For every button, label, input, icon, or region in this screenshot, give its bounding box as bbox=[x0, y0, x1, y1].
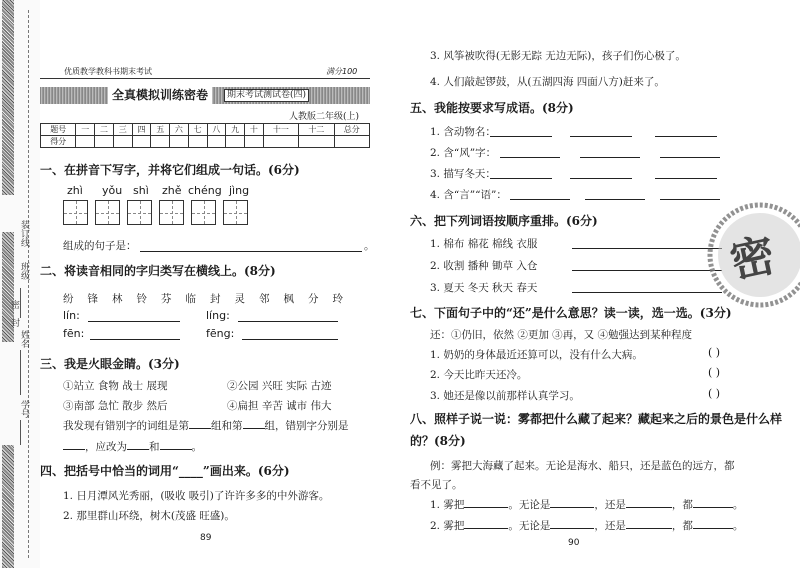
q4-item-4: 4. 人们敲起锣鼓，从(五湖四海 四面八方)赶来了。 bbox=[430, 76, 665, 88]
exam-subtitle: 期末考试测试卷(四) bbox=[224, 89, 309, 102]
q5-blank[interactable] bbox=[510, 199, 570, 200]
q7-answer-paren[interactable]: ( ) bbox=[708, 387, 721, 400]
q8-text: 。 bbox=[732, 499, 744, 511]
score-input[interactable] bbox=[132, 136, 151, 148]
q2-char: 芬 bbox=[161, 293, 172, 305]
binding-texture-bottom bbox=[2, 445, 14, 568]
q2-char: 林 bbox=[112, 293, 123, 305]
q8-blank[interactable] bbox=[626, 528, 672, 529]
score-cell: 十一 bbox=[263, 124, 298, 136]
score-cell: 六 bbox=[170, 124, 189, 136]
score-cell: 二 bbox=[95, 124, 114, 136]
q8-text: 。无论是 bbox=[508, 499, 551, 511]
score-cell: 十二 bbox=[299, 124, 334, 136]
score-cell: 三 bbox=[113, 124, 132, 136]
score-table bbox=[40, 123, 370, 148]
q2-chars bbox=[63, 291, 343, 306]
q8-text: 1. 雾把 bbox=[430, 499, 465, 511]
page-number-right: 90 bbox=[568, 538, 580, 548]
q8-text: 。无论是 bbox=[508, 520, 551, 532]
q8-blank[interactable] bbox=[693, 507, 733, 508]
q5-blank[interactable] bbox=[490, 136, 552, 137]
q8-item-1 bbox=[430, 497, 743, 512]
score-input[interactable] bbox=[151, 136, 170, 148]
q2-char: 临 bbox=[185, 293, 196, 305]
q2-answer-line[interactable] bbox=[90, 339, 180, 340]
q5-item-1: 1. 含动物名： bbox=[430, 126, 496, 138]
q8-blank[interactable] bbox=[693, 528, 733, 529]
q4-heading-b: 画出来。(6分) bbox=[209, 464, 290, 478]
q2-answer-line[interactable] bbox=[88, 321, 180, 322]
q8-blank[interactable] bbox=[464, 528, 508, 529]
header-rule bbox=[40, 78, 370, 79]
q2-char: 枫 bbox=[283, 293, 294, 305]
score-input[interactable] bbox=[299, 136, 334, 148]
q3-group-3: ③南部 急忙 散步 然后 bbox=[63, 400, 168, 412]
q7-item-1: 1. 奶奶的身体最近还算可以，没有什么大病。 bbox=[430, 349, 643, 361]
score-cell: 题号 bbox=[41, 124, 76, 136]
q2-label-lin: lín: bbox=[63, 309, 80, 322]
q3-text: 我发现有错别字的词组是第 bbox=[63, 420, 189, 432]
q5-heading: 五、我能按要求写成语。(8分) bbox=[410, 101, 574, 115]
writing-grid-cell[interactable] bbox=[191, 200, 216, 225]
q3-blank[interactable] bbox=[160, 449, 192, 450]
q3-blank[interactable] bbox=[243, 428, 265, 429]
score-cell: 四 bbox=[132, 124, 151, 136]
q1-pinyin-5: chéng bbox=[188, 184, 222, 197]
score-input[interactable] bbox=[170, 136, 189, 148]
id-write-line bbox=[20, 420, 21, 445]
binding-label-seal1: 密 bbox=[9, 300, 19, 309]
q7-answer-paren[interactable]: ( ) bbox=[708, 366, 721, 379]
q2-char: 锋 bbox=[87, 293, 98, 305]
q5-blank[interactable] bbox=[660, 157, 720, 158]
score-input[interactable] bbox=[76, 136, 95, 148]
q6-item-3: 3. 夏天 冬天 秋天 春天 bbox=[430, 282, 538, 294]
q3-text: 和 bbox=[149, 441, 160, 453]
q3-group-1: ①站立 食物 战士 展现 bbox=[63, 380, 168, 392]
name-write-line bbox=[20, 350, 21, 395]
q3-text: ，应改为 bbox=[85, 441, 127, 453]
score-input[interactable] bbox=[207, 136, 226, 148]
q5-blank[interactable] bbox=[655, 136, 717, 137]
q3-blank[interactable] bbox=[189, 428, 211, 429]
writing-grid-cell[interactable] bbox=[127, 200, 152, 225]
q5-item-4: 4. 含“言”“语”： bbox=[430, 189, 507, 201]
q8-heading-line1: 八、照样子说一说：雾都把什么藏了起来？藏起来之后的景色是什么样 bbox=[410, 412, 783, 426]
q6-answer-line[interactable] bbox=[572, 292, 722, 293]
q8-heading-line2: 的？(8分) bbox=[410, 434, 466, 448]
q4-item-2: 2. 那里群山环绕，树木(茂盛 旺盛)。 bbox=[63, 510, 235, 522]
exam-title: 全真模拟训练密卷 bbox=[108, 87, 212, 104]
q6-item-1: 1. 棉布 棉花 棉线 衣服 bbox=[430, 238, 538, 250]
q2-char: 铃 bbox=[136, 293, 147, 305]
score-input[interactable] bbox=[226, 136, 245, 148]
q3-blank[interactable] bbox=[127, 449, 149, 450]
score-cell: 八 bbox=[207, 124, 226, 136]
q5-blank[interactable] bbox=[490, 178, 552, 179]
score-cell: 七 bbox=[188, 124, 207, 136]
q2-char: 分 bbox=[308, 293, 319, 305]
stamp-char: 密 bbox=[725, 229, 780, 289]
page-number-left: 89 bbox=[200, 533, 212, 543]
q2-label-fen: fēn: bbox=[63, 327, 85, 340]
q5-blank[interactable] bbox=[570, 178, 632, 179]
binding-dashed-line bbox=[28, 10, 29, 558]
seal-stamp bbox=[705, 200, 800, 310]
q5-blank[interactable] bbox=[655, 178, 717, 179]
q8-text: ，还是 bbox=[594, 499, 626, 511]
q3-text: 。 bbox=[191, 441, 202, 453]
q5-blank[interactable] bbox=[500, 157, 560, 158]
writing-grid-cell[interactable] bbox=[223, 200, 248, 225]
q8-example-line2: 看不见了。 bbox=[410, 479, 463, 491]
writing-grid-cell[interactable] bbox=[159, 200, 184, 225]
q4-item-3: 3. 风筝被吹得(无影无踪 无边无际)，孩子们伤心极了。 bbox=[430, 50, 686, 62]
q3-heading: 三、我是火眼金睛。(3分) bbox=[40, 357, 180, 371]
q1-sentence-label: 组成的句子是： bbox=[63, 240, 137, 252]
q2-char: 封 bbox=[210, 293, 221, 305]
writing-grid-cell[interactable] bbox=[95, 200, 120, 225]
q8-item-2 bbox=[430, 518, 743, 533]
score-input[interactable] bbox=[188, 136, 207, 148]
binding-label-class: 班级 bbox=[19, 262, 29, 280]
q2-answer-line[interactable] bbox=[242, 339, 338, 340]
score-cell: 五 bbox=[151, 124, 170, 136]
binding-label-seal2: 封 bbox=[9, 318, 19, 327]
score-cell: 总分 bbox=[334, 124, 369, 136]
q8-blank[interactable] bbox=[550, 528, 594, 529]
q2-char: 邻 bbox=[259, 293, 270, 305]
score-input[interactable] bbox=[113, 136, 132, 148]
q4-item-1: 1. 日月潭风光秀丽，(吸收 吸引)了许许多多的中外游客。 bbox=[63, 490, 330, 502]
q5-blank[interactable] bbox=[580, 157, 640, 158]
q2-char: 玲 bbox=[332, 293, 343, 305]
q1-pinyin-1: zhì bbox=[67, 184, 83, 197]
q6-answer-line[interactable] bbox=[572, 270, 722, 271]
q7-answer-paren[interactable]: ( ) bbox=[708, 346, 721, 359]
edition-label: 人教版二年级(上) bbox=[289, 112, 360, 122]
q2-char: 纷 bbox=[63, 293, 74, 305]
full-score-label: 满分100 bbox=[326, 67, 358, 76]
q5-blank[interactable] bbox=[570, 136, 632, 137]
score-cell: 九 bbox=[226, 124, 245, 136]
q8-text: ，都 bbox=[671, 520, 693, 532]
q2-answer-line[interactable] bbox=[238, 321, 338, 322]
q2-char: 灵 bbox=[234, 293, 245, 305]
q4-heading-quote: “____” bbox=[172, 464, 210, 478]
score-input[interactable] bbox=[95, 136, 114, 148]
q3-text: 组和第 bbox=[211, 420, 243, 432]
binding-label-id: 学号 bbox=[19, 400, 29, 418]
q8-example-line1: 例：雾把大海藏了起来。无论是海水、船只，还是蓝色的远方，都 bbox=[430, 460, 735, 472]
score-table-score-row bbox=[41, 136, 370, 148]
q3-group-4: ④扁担 辛苦 诚市 伟大 bbox=[227, 400, 332, 412]
score-input[interactable] bbox=[334, 136, 369, 148]
q3-answer-line2 bbox=[63, 439, 202, 454]
q5-item-2: 2. 含“风”字： bbox=[430, 147, 497, 159]
q7-item-2: 2. 今天比昨天还冷。 bbox=[430, 369, 528, 381]
q6-answer-line[interactable] bbox=[572, 248, 722, 249]
q7-options: 还：①仍旧，依然 ②更加 ③再，又 ④勉强达到某种程度 bbox=[430, 329, 693, 341]
q7-item-3: 3. 她还是像以前那样认真学习。 bbox=[430, 390, 580, 402]
binding-label-name: 姓名 bbox=[19, 330, 29, 348]
q8-text: 2. 雾把 bbox=[430, 520, 465, 532]
q5-item-3: 3. 描写冬天： bbox=[430, 168, 496, 180]
q6-heading: 六、把下列词语按顺序重排。(6分) bbox=[410, 214, 598, 228]
q8-text: ，还是 bbox=[594, 520, 626, 532]
q7-heading: 七、下面句子中的“还”是什么意思？读一读，选一选。(3分) bbox=[410, 306, 732, 320]
q8-blank[interactable] bbox=[464, 507, 508, 508]
score-input[interactable] bbox=[263, 136, 298, 148]
q8-blank[interactable] bbox=[626, 507, 672, 508]
q8-text: 。 bbox=[732, 520, 744, 532]
q3-answer-line1 bbox=[63, 418, 349, 433]
binding-label-line: 装订线 bbox=[19, 220, 29, 247]
q3-blank[interactable] bbox=[63, 449, 85, 450]
binding-strip bbox=[0, 0, 40, 568]
q1-pinyin-6: jìng bbox=[229, 184, 250, 197]
q1-heading: 一、在拼音下写字，并将它们组成一句话。(6分) bbox=[40, 163, 300, 177]
score-cell: 十 bbox=[245, 124, 264, 136]
score-cell: 一 bbox=[76, 124, 95, 136]
q8-blank[interactable] bbox=[550, 507, 594, 508]
series-label: 优质教学教科书期末考试 bbox=[64, 67, 152, 76]
q3-group-2: ②公园 兴旺 实际 古迹 bbox=[227, 380, 332, 392]
q4-heading bbox=[40, 462, 290, 479]
score-row-label: 得分 bbox=[41, 136, 76, 148]
q2-heading: 二、将读音相同的字归类写在横线上。(8分) bbox=[40, 264, 276, 278]
writing-grid-cell[interactable] bbox=[63, 200, 88, 225]
q2-label-ling: líng: bbox=[206, 309, 230, 322]
q2-label-feng: fēng: bbox=[206, 327, 235, 340]
score-input[interactable] bbox=[245, 136, 264, 148]
score-table-header-row bbox=[41, 124, 370, 136]
q1-pinyin-3: shì bbox=[133, 184, 149, 197]
q3-text: 组，错别字分别是 bbox=[264, 420, 349, 432]
q1-pinyin-4: zhě bbox=[162, 184, 182, 197]
q8-text: ，都 bbox=[671, 499, 693, 511]
q6-item-2: 2. 收割 播种 锄草 入仓 bbox=[430, 260, 538, 272]
q1-pinyin-2: yǒu bbox=[102, 184, 123, 197]
q4-heading-a: 四、把括号中恰当的词用 bbox=[40, 464, 173, 478]
q1-period: 。 bbox=[364, 240, 375, 252]
q1-sentence-line[interactable] bbox=[140, 251, 362, 252]
binding-texture-top bbox=[2, 0, 14, 195]
q5-blank[interactable] bbox=[585, 199, 645, 200]
